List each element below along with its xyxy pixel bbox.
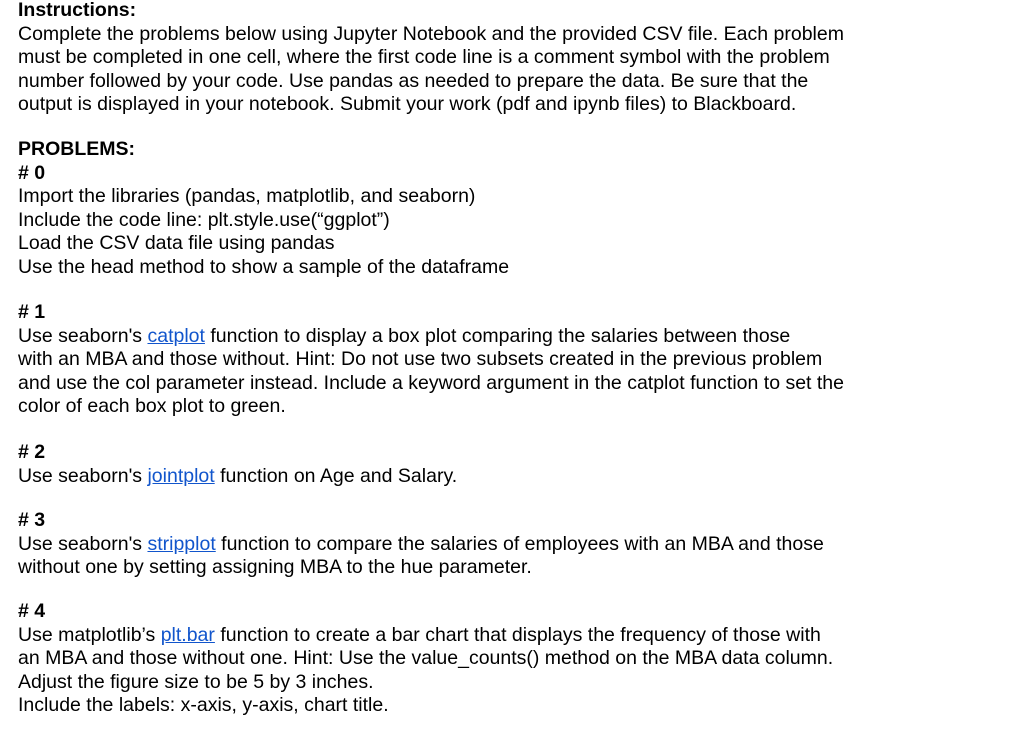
problem-line: Adjust the figure size to be 5 by 3 inches. [18, 670, 374, 693]
problem-text: function to create a bar chart that displays the frequency of those with [214, 623, 821, 646]
problem-line [18, 624, 833, 648]
problem-line: with an MBA and those without. Hint: Do not use two subsets created in the previous problem [18, 348, 823, 370]
plt-bar-link[interactable]: plt.bar [160, 623, 215, 646]
jointplot-link[interactable]: jointplot [147, 464, 215, 487]
problem-1-section [18, 301, 844, 419]
problem-number: # 0 [18, 161, 46, 184]
problem-line [18, 465, 457, 489]
problem-0-section [18, 138, 509, 279]
stripplot-link[interactable]: stripplot [147, 532, 216, 555]
problem-text: Use seaborn's [18, 464, 148, 487]
problem-number: # 1 [18, 301, 46, 323]
instructions-line: output is displayed in your notebook. Submit your work (pdf and ipynb files) to Blackboard. [18, 93, 797, 115]
instructions-line: Complete the problems below using Jupyter Notebook and the provided CSV file. Each problem [18, 22, 844, 45]
problem-text: function on Age and Salary. [214, 464, 458, 487]
problem-line [18, 533, 824, 557]
instructions-section [18, 0, 844, 117]
problem-text: Use matplotlib’s [18, 623, 161, 646]
problem-line: without one by setting assigning MBA to the hue parameter. [18, 556, 532, 578]
problem-line: and use the col parameter instead. Include a keyword argument in the catplot function to set the [18, 371, 844, 394]
problem-line: color of each box plot to green. [18, 395, 286, 417]
problem-line: Include the code line: plt.style.use(“ggplot”) [18, 208, 390, 231]
problem-text: Use seaborn's [18, 532, 148, 555]
instructions-heading: Instructions: [18, 0, 137, 21]
problem-number: # 3 [18, 509, 46, 531]
problem-line: Load the CSV data file using pandas [18, 232, 335, 254]
instructions-line: number followed by your code. Use pandas as needed to prepare the data. Be sure that the [18, 69, 809, 92]
problem-line: an MBA and those without one. Hint: Use the value_counts() method on the MBA data column. [18, 647, 834, 669]
problem-number: # 4 [18, 600, 46, 622]
problem-2-section [18, 441, 457, 488]
problem-line: Include the labels: x-axis, y-axis, chart title. [18, 694, 389, 716]
problem-3-section [18, 509, 824, 580]
problem-4-section [18, 600, 833, 718]
problem-text: function to compare the salaries of employees with an MBA and those [215, 532, 824, 555]
problem-line: Use the head method to show a sample of the dataframe [18, 255, 510, 278]
problem-line [18, 325, 844, 349]
problem-number: # 2 [18, 441, 46, 463]
problem-text: function to display a box plot comparing the salaries between those [204, 324, 791, 347]
problem-text: Use seaborn's [18, 324, 148, 347]
problem-line: Import the libraries (pandas, matplotlib, and seaborn) [18, 185, 476, 207]
instructions-line: must be completed in one cell, where the first code line is a comment symbol with the problem [18, 46, 830, 68]
problems-heading: PROBLEMS: [18, 138, 135, 160]
catplot-link[interactable]: catplot [147, 324, 205, 347]
